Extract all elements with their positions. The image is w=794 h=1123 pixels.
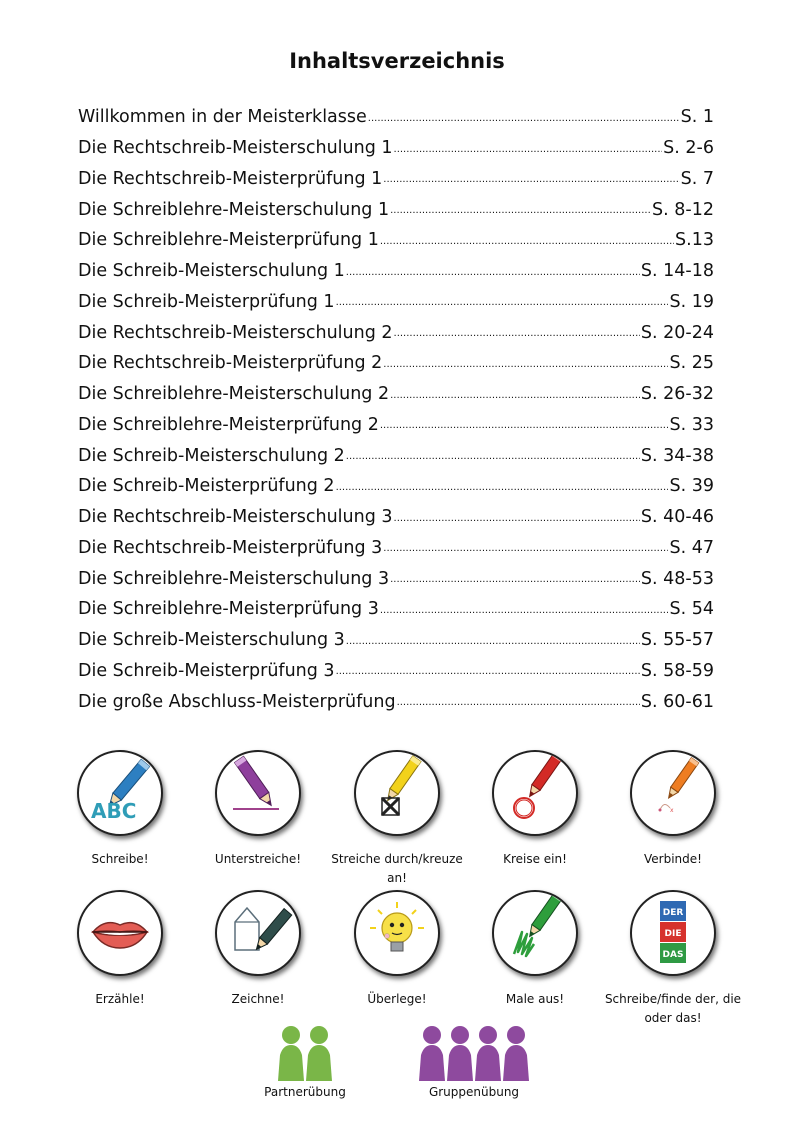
legend-caption: Kreise ein! [503,852,567,866]
toc-entry-label: Die große Abschluss-Meisterprüfung [78,691,396,712]
toc-entry[interactable] [78,625,714,656]
legend-caption: Erzähle! [95,992,145,1006]
toc-entry[interactable] [78,194,714,225]
article-die: DIE [664,929,682,939]
toc-entry[interactable] [78,410,714,441]
toc-entry[interactable] [78,256,714,287]
legend-caption: Streiche durch/kreuze an! [331,852,463,885]
toc-entry[interactable] [78,348,714,379]
toc-entry-label: Die Schreib-Meisterschulung 3 [78,630,345,651]
table-of-contents [78,102,714,717]
legend-articles [603,890,743,1028]
legend-caption: Partnerübung [264,1085,346,1099]
toc-entry-label: Die Schreib-Meisterschulung 1 [78,261,345,282]
pencil-abc-icon [77,750,163,836]
toc-entry-page: S. 25 [669,353,714,374]
legend-caption: Unterstreiche! [214,852,302,866]
lips-icon [77,890,163,976]
yellow-pencil-crossbox-icon [354,750,440,836]
toc-entry[interactable] [78,440,714,471]
legend-cross [327,750,467,888]
legend-partner [250,1025,360,1102]
dot-leader [380,237,674,256]
toc-entry-label: Die Schreiblehre-Meisterprüfung 1 [78,230,379,251]
toc-entry-label: Die Schreiblehre-Meisterschulung 2 [78,384,390,405]
toc-entry[interactable] [78,164,714,195]
orange-pencil-connect-icon [630,750,716,836]
toc-entry[interactable] [78,133,714,164]
green-pencil-scribble-icon [492,890,578,976]
toc-entry-label: Die Schreiblehre-Meisterschulung 3 [78,568,390,589]
article-der: DER [662,908,684,918]
legend-caption: Verbinde! [644,852,702,866]
toc-entry[interactable] [78,471,714,502]
toc-entry-page: S. 34-38 [640,445,714,466]
toc-entry-page: S. 33 [669,414,714,435]
legend-tell [50,890,190,1009]
dot-leader [336,298,669,317]
toc-entry[interactable] [78,225,714,256]
page-title: Inhaltsverzeichnis [289,49,505,73]
legend-caption: Gruppenübung [428,1085,520,1099]
toc-entry[interactable] [78,502,714,533]
dot-leader [368,114,680,133]
legend-caption: Zeichne! [231,992,285,1006]
legend-caption: Schreibe/finde der, die oder das! [604,992,742,1025]
purple-pencil-underline-icon [215,750,301,836]
dot-leader [346,268,640,287]
toc-entry[interactable] [78,379,714,410]
toc-entry-page: S. 54 [669,599,714,620]
legend-write [50,750,190,869]
legend-draw [188,890,328,1009]
toc-entry-label: Die Rechtschreib-Meisterschulung 2 [78,322,393,343]
toc-entry-page: S. 60-61 [640,691,714,712]
legend-underline [188,750,328,869]
dot-leader [346,452,640,471]
dot-leader [336,667,640,686]
legend-group [412,1025,536,1102]
legend-caption: Male aus! [505,992,565,1006]
toc-entry-page: S. 20-24 [640,322,714,343]
toc-entry-page: S. 14-18 [640,261,714,282]
toc-entry[interactable] [78,287,714,318]
toc-entry-label: Die Rechtschreib-Meisterschulung 1 [78,138,393,159]
toc-entry[interactable] [78,563,714,594]
legend-think [327,890,467,1009]
toc-entry-label: Die Schreiblehre-Meisterschulung 1 [78,199,390,220]
toc-entry-page: S. 58-59 [640,660,714,681]
red-pencil-circle-icon [492,750,578,836]
toc-entry-page: S. 7 [680,168,714,189]
toc-entry-label: Die Rechtschreib-Meisterprüfung 2 [78,353,383,374]
toc-entry-page: S. 19 [669,291,714,312]
legend-connect [603,750,743,869]
toc-entry-page: S. 55-57 [640,630,714,651]
toc-entry-label: Die Schreib-Meisterprüfung 3 [78,660,335,681]
dot-leader [394,145,663,164]
abc-text: ABC [91,799,137,823]
dot-leader [383,175,679,194]
toc-entry-label: Die Schreiblehre-Meisterprüfung 3 [78,599,379,620]
legend-caption: Überlege! [367,992,427,1006]
toc-entry-label: Die Schreib-Meisterprüfung 2 [78,476,335,497]
toc-entry[interactable] [78,102,714,133]
toc-entry[interactable] [78,656,714,687]
two-people-icon [275,1025,335,1081]
dot-leader [383,360,668,379]
toc-entry[interactable] [78,317,714,348]
toc-entry[interactable] [78,594,714,625]
toc-entry-page: S. 2-6 [663,138,714,159]
toc-entry-label: Die Schreiblehre-Meisterprüfung 2 [78,414,379,435]
toc-entry-page: S. 47 [669,537,714,558]
toc-entry-label: Willkommen in der Meisterklasse [78,107,367,128]
toc-entry-page: S. 1 [680,107,714,128]
dot-leader [346,637,640,656]
dot-leader [380,421,669,440]
toc-entry-page: S. 39 [669,476,714,497]
toc-entry-label: Die Rechtschreib-Meisterprüfung 1 [78,168,383,189]
toc-entry-page: S. 48-53 [640,568,714,589]
dot-leader [390,391,640,410]
toc-entry-label: Die Schreib-Meisterschulung 2 [78,445,345,466]
article-das: DAS [662,950,684,960]
toc-entry-page: S. 40-46 [640,507,714,528]
toc-entry-label: Die Rechtschreib-Meisterschulung 3 [78,507,393,528]
dot-leader [336,483,669,502]
dot-leader [380,606,669,625]
articles-icon [630,890,716,976]
toc-entry-page: S. 26-32 [640,384,714,405]
pencil-drawing-house-icon [215,890,301,976]
lightbulb-thinking-icon [354,890,440,976]
toc-entry[interactable] [78,533,714,564]
toc-entry-page: S.13 [675,230,714,251]
dot-leader [390,575,640,594]
legend-caption: Schreibe! [91,852,149,866]
dot-leader [383,544,668,563]
toc-entry-label: Die Schreib-Meisterprüfung 1 [78,291,335,312]
dot-leader [390,206,651,225]
svg-text:x: x [670,807,674,814]
toc-entry-label: Die Rechtschreib-Meisterprüfung 3 [78,537,383,558]
dot-leader [394,514,640,533]
legend-circle [465,750,605,869]
four-people-icon [418,1025,530,1081]
toc-entry-page: S. 8-12 [652,199,714,220]
dot-leader [394,329,640,348]
legend-color [465,890,605,1009]
dot-leader [397,698,640,717]
toc-entry[interactable] [78,686,714,717]
